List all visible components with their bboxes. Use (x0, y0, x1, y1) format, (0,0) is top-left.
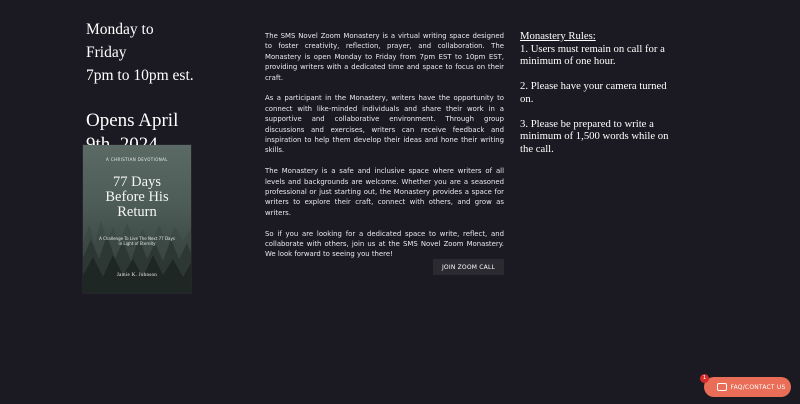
book-title-line3: Return (117, 204, 157, 220)
rule-item-2: 2. Please have your camera turned on. (520, 80, 667, 105)
description-paragraph-3: The Monastery is a safe and inclusive space where writers of all levels and backgrounds are welcome. Whether you are a seasoned professional or just starting out, the Monastery provides a space for writers to explore their craft, connect with others, and grow as writers. (265, 167, 504, 217)
description-paragraph-2: As a participant in the Monastery, writers have the opportunity to connect with like-minded individuals and share their work in a supportive and collaborative environment. Through group discussions and exercises, writers can receive feedback and inspiration to help them develop their ideas and hone their writing skills. (265, 94, 504, 155)
rules-column (520, 30, 670, 168)
book-series: A CHRISTIAN DEVOTIONAL (106, 157, 168, 162)
faq-contact-button[interactable] (704, 377, 791, 397)
schedule-days-line1: Monday to (86, 21, 154, 38)
notification-badge: 1 (700, 374, 709, 383)
rules-title: Monastery Rules: (520, 30, 596, 42)
rule-item-3: 3. Please be prepared to write a minimum of 1,500 words while on the call. (520, 117, 669, 155)
faq-contact-label: FAQ/CONTACT US (730, 383, 786, 391)
book-title-line1: 77 Days (113, 174, 161, 190)
book-tagline: A Challenge To Live The Next 77 Days in Light of Eternity (99, 236, 175, 246)
chat-bubble-icon (717, 383, 727, 391)
description-paragraph-1: The SMS Novel Zoom Monastery is a virtual writing space designed to foster creativity, reflection, prayer, and collaboration. The Monastery is open Monday to Friday from 7pm EST to 10pm EST, providing writers with a dedicated time and space to focus on their craft. (265, 32, 504, 82)
book-title (83, 175, 191, 220)
opening-line1: Opens April (86, 110, 179, 131)
schedule-column (86, 18, 256, 157)
join-zoom-call-button[interactable]: JOIN ZOOM CALL (433, 259, 504, 275)
rule-item-1: 1. Users must remain on call for a minimum of one hour. (520, 42, 665, 67)
book-title-line2: Before His (105, 189, 169, 205)
description-column (265, 31, 504, 270)
schedule-hours: 7pm to 10pm est. (86, 67, 194, 84)
schedule-text (86, 18, 256, 87)
book-author: Jamie K. Johnson (116, 273, 158, 278)
description-paragraph-4: So if you are looking for a dedicated space to write, reflect, and collaborate with others, join us at the SMS Novel Zoom Monastery. We look forward to seeing you there! (265, 229, 504, 259)
book-cover[interactable] (83, 145, 191, 293)
schedule-days-line2: Friday (86, 44, 127, 61)
